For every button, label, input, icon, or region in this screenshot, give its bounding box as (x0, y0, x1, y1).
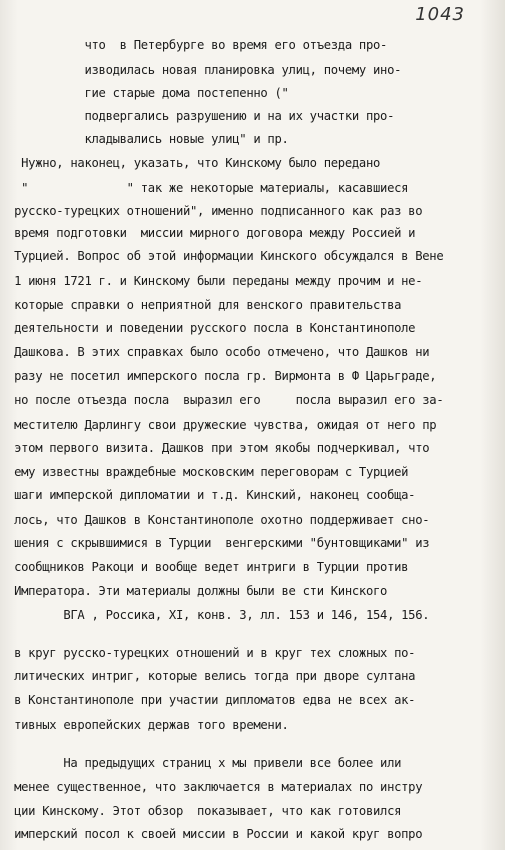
text-line: Дашкова. В этих справках было особо отмечено, что Дашков ни (0, 345, 430, 359)
text-line: время подготовки миссии мирного договора между Россией и (0, 226, 416, 240)
text-line: разу не посетил имперского посла гр. Вирмонта в Ф Царьграде, (0, 369, 437, 383)
text-line: этом первого визита. Дашков при этом якобы подчеркивал, что (0, 441, 430, 455)
text-line: тивных европейских держав того времени. (0, 718, 289, 732)
text-line: которые справки о неприятной для венского правительства (0, 298, 402, 312)
page-number: 1043 (415, 4, 465, 25)
text-line: шаги имперской дипломатии и т.д. Кинский, наконец сообща- (0, 488, 416, 502)
text-line: в круг русско-турецких отношений и в круг тех сложных по- (0, 646, 416, 660)
text-line: русско-турецких отношений", именно подписанного как раз во (0, 204, 423, 218)
text-line: гие старые дома постепенно (" (0, 86, 289, 100)
text-line: ции Кинскому. Этот обзор показывает, что как готовился (0, 804, 402, 818)
text-line: Турцией. Вопрос об этой информации Кинского обсуждался в Вене (0, 249, 444, 263)
text-line: менее существенное, что заключается в материалах по инстру (0, 780, 423, 794)
text-line: подвергались разрушению и на их участки про- (0, 109, 395, 123)
text-line: Нужно, наконец, указать, что Кинскому было передано (0, 156, 381, 170)
text-line: деятельности и поведении русского посла в Константинополе (0, 321, 416, 335)
text-line: ВГА , Россика, XI, конв. 3, лл. 153 и 146, 154, 156. (0, 608, 430, 622)
text-line: шения с скрывшимися в Турции венгерскими "бунтовщиками" из (0, 536, 430, 550)
text-line: " " так же некоторые материалы, касавшиеся (0, 181, 409, 195)
text-line: Императора. Эти материалы должны были ве сти Кинского (0, 584, 388, 598)
text-line: местителю Дарлингу свои дружеские чувства, ожидая от него пр (0, 418, 437, 432)
text-line: имперский посол к своей миссии в России и какой круг вопро (0, 827, 423, 841)
text-line: в Константинополе при участии дипломатов едва не всех ак- (0, 693, 416, 707)
text-line: изводилась новая планировка улиц, почему ино- (0, 63, 402, 77)
text-line: что в Петербурге во время его отъезда про- (0, 38, 388, 52)
text-line: кладывались новые улиц" и пр. (0, 132, 289, 146)
text-line: но после отъезда посла выразил его посла выразил его за- (0, 393, 444, 407)
text-line: На предыдущих страниц х мы привели все более или (0, 756, 402, 770)
text-line: 1 июня 1721 г. и Кинскому были переданы между прочим и не- (0, 274, 423, 288)
text-line: лось, что Дашков в Константинополе охотно поддерживает сно- (0, 513, 430, 527)
text-line: литических интриг, которые велись тогда при дворе султана (0, 669, 416, 683)
text-line: сообщников Ракоци и вообще ведет интриги в Турции против (0, 560, 409, 574)
text-line: ему известны враждебные московским переговорам с Турцией (0, 465, 409, 479)
